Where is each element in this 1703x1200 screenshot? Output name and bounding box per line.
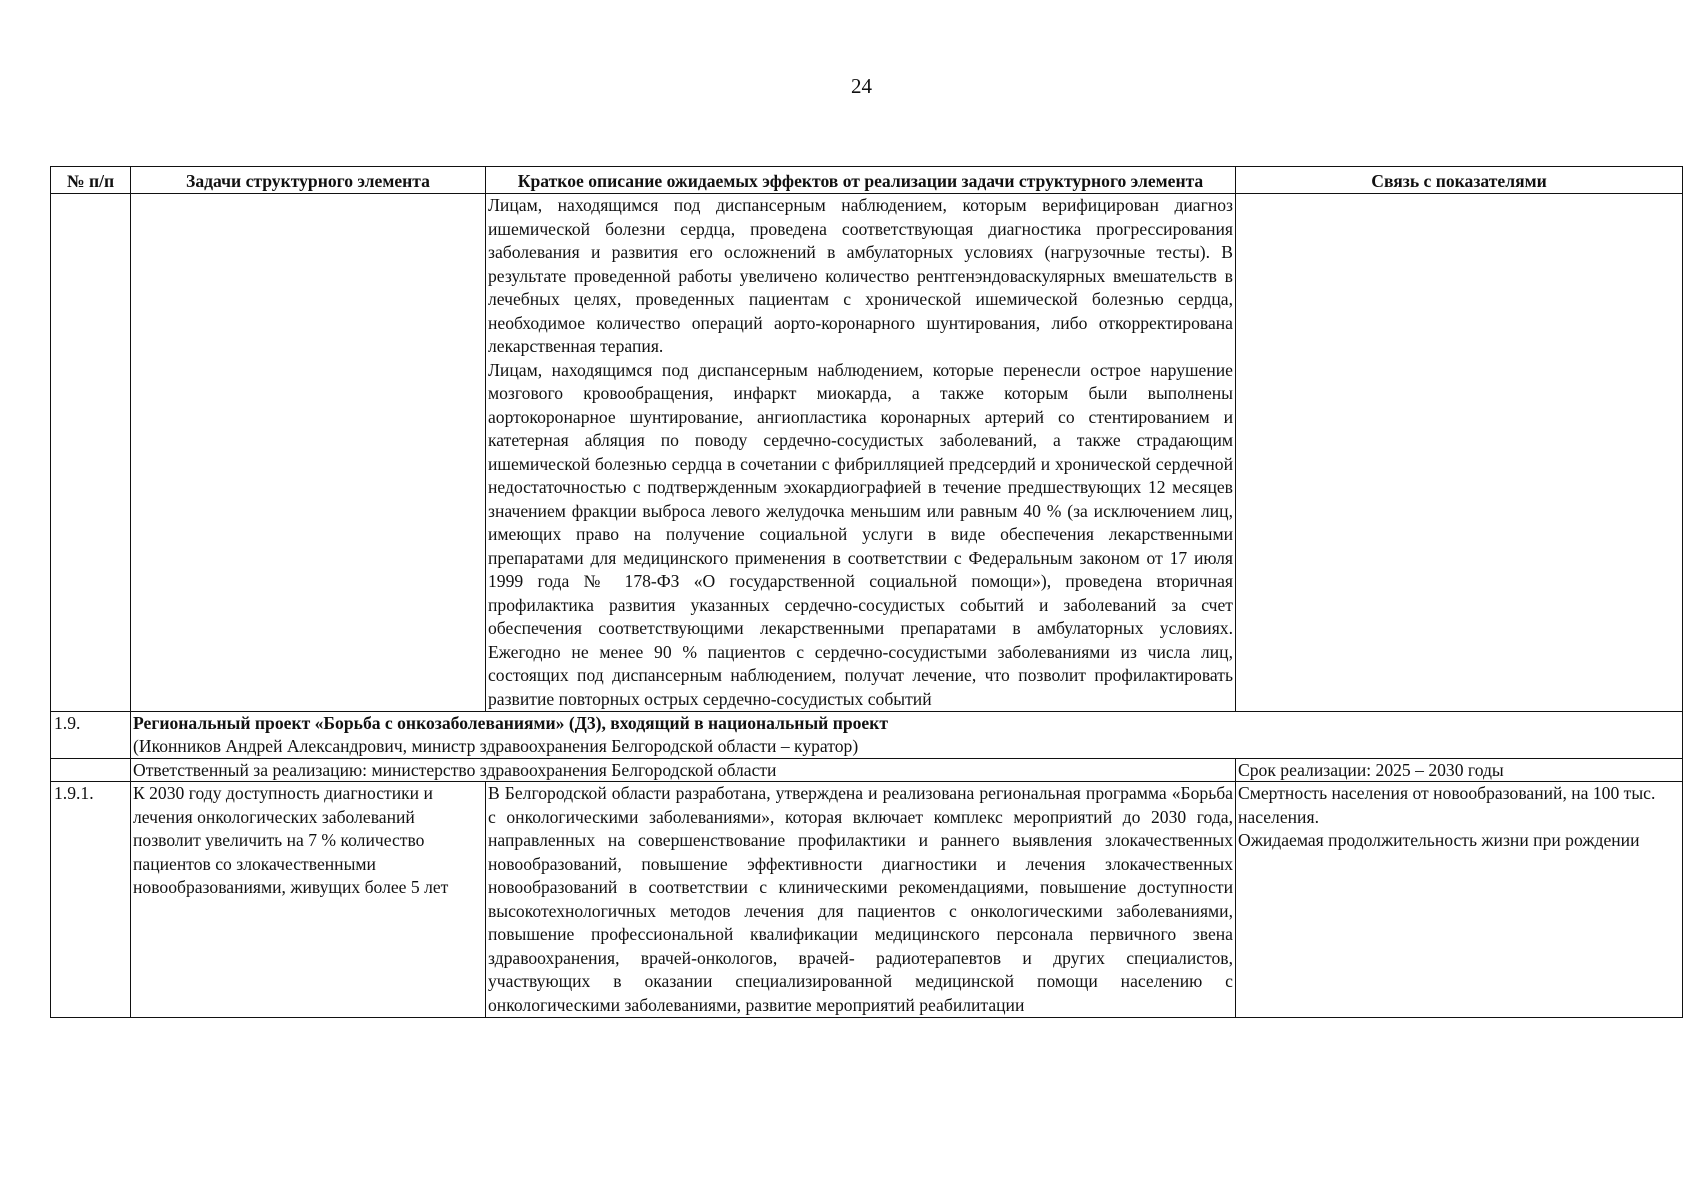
page-number: 24 bbox=[851, 74, 872, 98]
table-row-responsible bbox=[51, 759, 1683, 782]
table-header-row bbox=[51, 167, 1683, 194]
task-num: 1.9.1. bbox=[51, 782, 131, 1018]
header-task: Задачи структурного элемента bbox=[131, 167, 486, 194]
continuation-description-cell bbox=[486, 194, 1236, 712]
structural-elements-table bbox=[50, 166, 1683, 1018]
project-title: Региональный проект «Борьба с онкозаболеваниями» (Д3), входящий в национальный проект bbox=[133, 713, 889, 733]
continuation-task-cell bbox=[131, 194, 486, 712]
task-text: К 2030 году доступность диагностики и лечения онкологических заболеваний позволит увеличить на 7 % количество пациентов со злокачественными новообразованиями, живущих более 5 лет bbox=[131, 782, 486, 1018]
indicator-1: Смертность населения от новообразований, на 100 тыс. населения. bbox=[1238, 783, 1656, 827]
responsible-num-cell bbox=[51, 759, 131, 782]
table-row-task bbox=[51, 782, 1683, 1018]
table-row-continuation bbox=[51, 194, 1683, 712]
continuation-indicators-cell bbox=[1236, 194, 1683, 712]
task-indicators-cell bbox=[1236, 782, 1683, 1018]
project-term: Срок реализации: 2025 – 2030 годы bbox=[1236, 759, 1683, 782]
description-paragraph-1: Лицам, находящимся под диспансерным наблюдением, которым верифицирован диагноз ишемической болезни сердца, проведена соответствующая диагностика прогрессирования заболевания и развития его осложнений в амбулаторных условиях (нагрузочные тесты). В результате проведенной работы увеличено количество рентгенэндоваскулярных вмешательств в лечебных целях, проведенных пациентам с хронической ишемической болезнью сердца, необходимое количество операций аорто-коронарного шунтирования, либо откорректирована лекарственная терапия. bbox=[488, 195, 1233, 356]
task-description: В Белгородской области разработана, утверждена и реализована региональная программа «Борьба с онкологическими заболеваниями», которая включает комплекс мероприятий до 2030 года, направленных на совершенствование профилактики и раннего выявления злокачественных новообразований, повышение эффективности диагностики и лечения злокачественных новообразований в соответствии с клиническими рекомендациями, повышение доступности высокотехнологичных методов лечения для пациентов с онкологическими заболеваниями, повышение профессиональной квалификации медицинского персонала первичного звена здравоохранения, врачей-онкологов, врачей- радиотерапевтов и других специалистов, участвующих в оказании специализированной медицинской помощи населению с онкологическими заболеваниями, развитие мероприятий реабилитации bbox=[486, 782, 1236, 1018]
project-curator: (Иконников Андрей Александрович, министр здравоохранения Белгородской области – куратор) bbox=[133, 736, 859, 756]
project-title-cell bbox=[131, 712, 1683, 759]
header-num: № п/п bbox=[51, 167, 131, 194]
continuation-num-cell bbox=[51, 194, 131, 712]
indicator-2: Ожидаемая продолжительность жизни при рождении bbox=[1238, 830, 1640, 850]
project-responsible: Ответственный за реализацию: министерство здравоохранения Белгородской области bbox=[131, 759, 1236, 782]
header-description: Краткое описание ожидаемых эффектов от реализации задачи структурного элемента bbox=[486, 167, 1236, 194]
header-indicators: Связь с показателями bbox=[1236, 167, 1683, 194]
description-paragraph-2: Лицам, находящимся под диспансерным наблюдением, которые перенесли острое нарушение мозгового кровообращения, инфаркт миокарда, а также которым были выполнены аортокоронарное шунтирование, ангиопластика коронарных артерий со стентированием и катетерная абляция по поводу сердечно-сосудистых заболеваний, а также страдающим ишемической болезнью сердца в сочетании с фибрилляцией предсердий и хронической сердечной недостаточностью с подтвержденным эхокардиографией в течение предшествующих 12 месяцев значением фракции выброса левого желудочка меньшим или равным 40 % (за исключением лиц, имеющих право на получение социальной услуги в виде обеспечения лекарственными препаратами для медицинского применения в соответствии с Федеральным законом от 17 июля 1999 года № 178-ФЗ «О государственной социальной помощи»), проведена вторичная профилактика развития указанных сердечно-сосудистых событий и заболеваний за счет обеспечения соответствующими лекарственными препаратами в амбулаторных условиях. Ежегодно не менее 90 % пациентов с сердечно-сосудистыми заболеваниями из числа лиц, состоящих под диспансерным наблюдением, получат лечение, что позволит профилактировать развитие повторных острых сердечно-сосудистых событий bbox=[488, 359, 1233, 709]
project-num: 1.9. bbox=[51, 712, 131, 759]
table-row-project bbox=[51, 712, 1683, 759]
